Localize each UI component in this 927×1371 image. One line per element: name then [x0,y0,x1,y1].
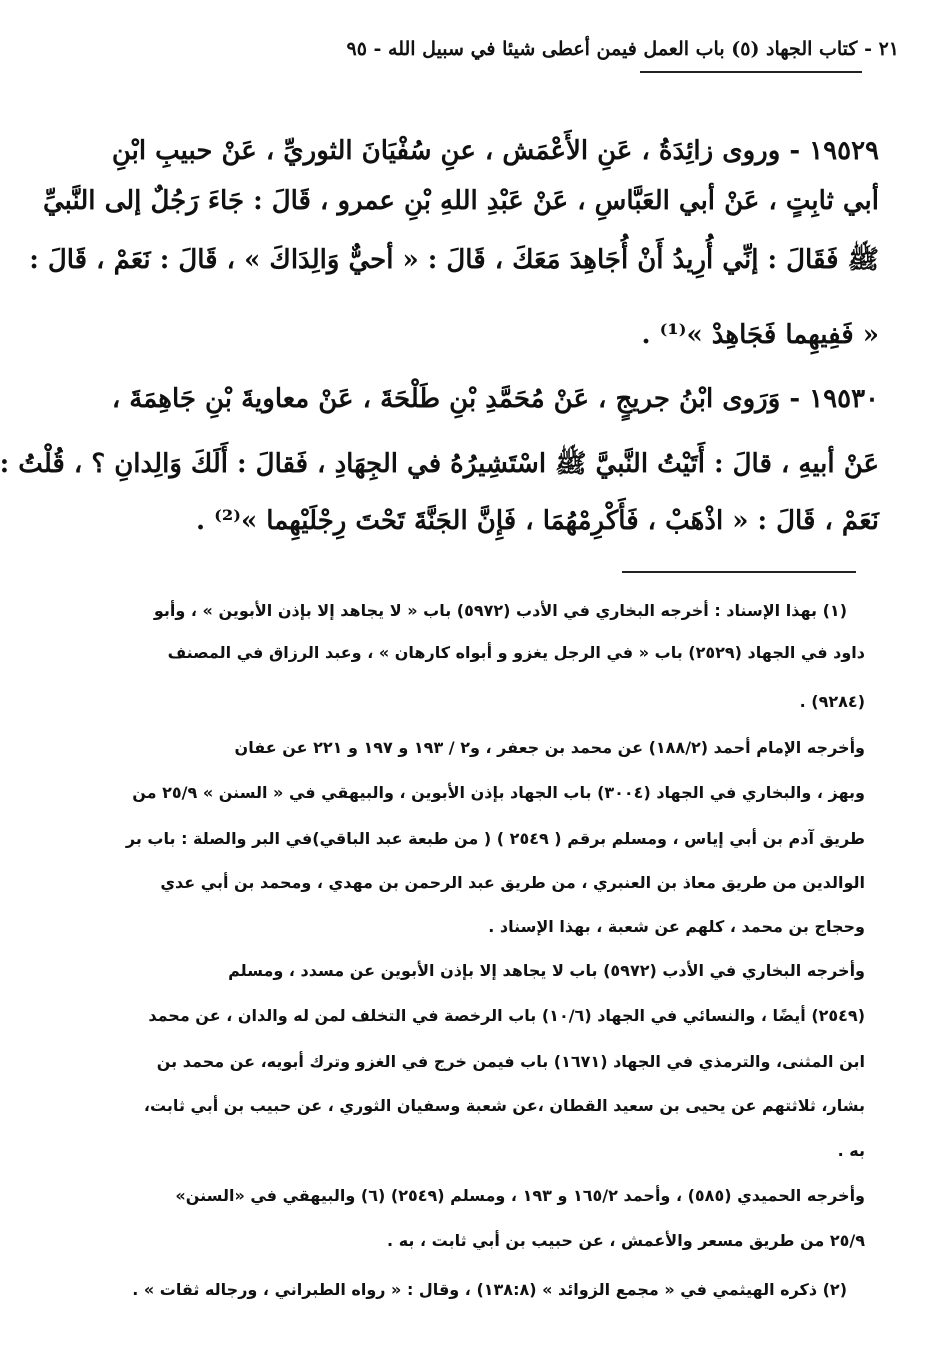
footnote-line: وأخرجه الحميدي (٥٨٥) ، وأحمد ١٦٥/٢ و ١٩٣ ، ومسلم (٢٥٤٩) (٦) والبيهقي في «السنن» [175,1186,865,1205]
hadith-19530-line-2: عَنْ أبيهِ ، قالَ : أَتَيْتُ النَّبيَّ ﷺ اسْتَشِيرُهُ في الجِهَادِ ، فَقالَ : أَلَكَ وَالِدانِ ؟ ، قُلْتُ : [0,449,879,479]
footnote-line: وبهز ، والبخاري في الجهاد (٣٠٠٤) باب الجهاد بإذن الأبوين ، والبيهقي في « السنن » ٢٥/٩ من [132,783,865,802]
footnote-line: بشار، ثلاثتهم عن يحيى بن سعيد القطان ،عن شعبة وسفيان الثوري ، عن حبيب بن أبي ثابت، [143,1096,865,1115]
hadith-19529-line-1: ١٩٥٢٩ - وروى زائِدَةُ ، عَنِ الأَعْمَش ، عنِ سُفْيَانَ الثوريِّ ، عَنْ حبيبِ ابْنِ [111,136,879,166]
hadith-19530-line-1: ١٩٥٣٠ - وَرَوى ابْنُ جريجٍ ، عَنْ مُحَمَّدِ بْنِ طَلْحَةَ ، عَنْ معاويةَ بْنِ جَاهِمَةَ ، [111,384,879,414]
header-rule [640,71,862,73]
footnote-line: (٢٥٤٩) أيضًا ، والنسائي في الجهاد (١٠/٦) باب الرخصة في التخلف لمن له والدان ، عن محمد [148,1006,865,1025]
footnote-line: ٢٥/٩ من طريق مسعر والأعمش ، عن حبيب بن أبي ثابت ، به . [387,1231,865,1250]
footnote-line: (٩٢٨٤) . [799,692,865,711]
hadith-19529-line-4: « فَفِيهِما فَجَاهِدْ »⁽¹⁾ . [641,320,879,350]
footnote-line: (١) بهذا الإسناد : أخرجه البخاري في الأدب (٥٩٧٢) باب « لا يجاهد إلا بإذن الأبوين » ، وأبو [153,601,847,620]
footnote-line: به . [837,1141,865,1160]
footnote-line: (٢) ذكره الهيثمي في « مجمع الزوائد » (١٣٨:٨) ، وقال : « رواه الطبراني ، ورجاله ثقات » . [132,1280,847,1299]
hadith-19529-line-3: ﷺ فَقَالَ : إنِّي أُرِيدُ أَنْ أُجَاهِدَ مَعَكَ ، قَالَ : « أحيٌّ وَالِدَاكَ » ، قَالَ : نَعَمْ ، قَالَ : [29,245,879,275]
footnote-line: وأخرجه الإمام أحمد (١٨٨/٢) عن محمد بن جعفر ، و٢ / ١٩٣ و ١٩٧ و ٢٢١ عن عفان [234,738,865,757]
running-header: ٢١ - كتاب الجهاد (٥) باب العمل فيمن أعطى شيئا في سبيل الله - ٩٥ [346,38,899,60]
footnote-line: وأخرجه البخاري في الأدب (٥٩٧٢) باب لا يجاهد إلا بإذن الأبوين عن مسدد ، ومسلم [228,961,865,980]
hadith-19530-line-3: نَعَمْ ، قَالَ : « اذْهَبْ ، فَأَكْرِمْهُمَا ، فَإِنَّ الجَنَّةَ تَحْتَ رِجْلَيْهِما »⁽²⁾ . [196,506,879,536]
footnote-line: الوالدين من طريق معاذ بن العنبري ، من طريق عبد الرحمن بن مهدي ، ومحمد بن أبي عدي [160,873,865,892]
footnote-line: وحجاج بن محمد ، كلهم عن شعبة ، بهذا الإسناد . [488,917,865,936]
footnote-separator [622,571,856,573]
footnote-line: طريق آدم بن أبي إياس ، ومسلم برقم ( ٢٥٤٩ ) ( من طبعة عبد الباقي)في البر والصلة : باب بر [125,829,865,848]
footnote-line: ابن المثنى، والترمذي في الجهاد (١٦٧١) باب فيمن خرج في الغزو وترك أبويه، عن محمد بن [156,1052,865,1071]
footnote-line: داود في الجهاد (٢٥٢٩) باب « في الرجل يغزو و أبواه كارهان » ، وعبد الرزاق في المصنف [167,643,865,662]
hadith-19529-line-2: أبي ثابِتٍ ، عَنْ أبي العَبَّاسِ ، عَنْ عَبْدِ اللهِ بْنِ عمرو ، قَالَ : جَاءَ رَجُلٌ إلى النَّبيِّ [43,186,879,216]
